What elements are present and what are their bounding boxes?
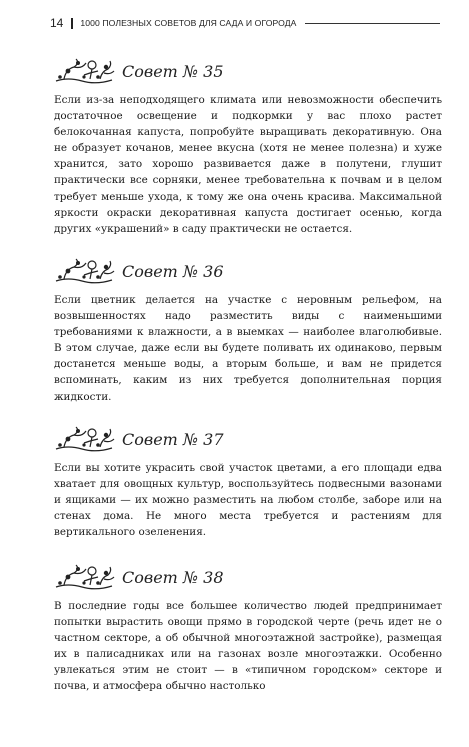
tip-text: Если из-за неподходящего климата или невозможности обеспечить достаточное освещение и подкормки у вас плохо растет белокочанная капуста, попробуйте выращивать декоративную. Она не образует кочанов, менее вкусна (хотя не менее полезна) и хуже хранится, зато хорошо развивается даже в полутени, глушит практически все сорняки, менее требовательна к почвам и в целом требует меньше ухода, к тому же она очень красива. Максимальной яркости окраски декоративная капуста достигает осенью, когда других «украшений» в саду практически не остается.: [54, 94, 442, 235]
page-number: 14: [50, 16, 64, 30]
gardener-vignette-icon: [54, 425, 116, 453]
tip-title: Совет № 35: [122, 61, 224, 81]
tip-header: [54, 424, 442, 454]
gardener-vignette-icon: [54, 257, 116, 285]
tip-text: Если вы хотите украсить свой участок цветами, а его площади едва хватает для овощных культур, воспользуйтесь подвесными вазонами и ящиками — их можно разместить на любом столбе, заборе или на стенах дома. Не много места требуется и растениям для вертикального озеленения.: [54, 462, 442, 539]
tip-header: [54, 56, 442, 86]
tip-text: Если цветник делается на участке с неровным рельефом, на возвышенностях надо разместить виды с наименьшими требованиями к влажности, а в выемках — наиболее влаголюбивые. В этом случае, даже если вы будете поливать их одинаково, первым достанется меньше воды, а вторым больше, и вам не придется вспоминать, каким из них требуется дополнительная порция жидкости.: [54, 294, 442, 403]
gardener-vignette-icon: [54, 563, 116, 591]
tip-header: [54, 562, 442, 592]
tip-header: [54, 256, 442, 286]
tip-title: Совет № 38: [122, 567, 224, 587]
tip-35: [54, 56, 442, 237]
book-title: 1000 ПОЛЕЗНЫХ СОВЕТОВ ДЛЯ САДА И ОГОРОДА: [80, 18, 297, 28]
tip-text: В последние годы все большее количество людей предпринимает попытки вырастить овощи прямо в городской черте (речь идет не о частном секторе, а об обычной многоэтажной застройке), размещая их в палисадниках или на газонах возле многоэтажки. Особенно увлекаться этим не стоит — в «типичном городском» секторе и почва, и атмосфера обычно настолько: [54, 600, 442, 693]
tip-title: Совет № 37: [122, 429, 224, 449]
tip-38: [54, 562, 442, 695]
header-divider: [71, 18, 73, 29]
running-head: [50, 14, 440, 32]
tip-37: [54, 424, 442, 540]
gardener-vignette-icon: [54, 57, 116, 85]
tip-36: [54, 256, 442, 405]
header-rule: [305, 23, 441, 24]
tip-title: Совет № 36: [122, 261, 224, 281]
